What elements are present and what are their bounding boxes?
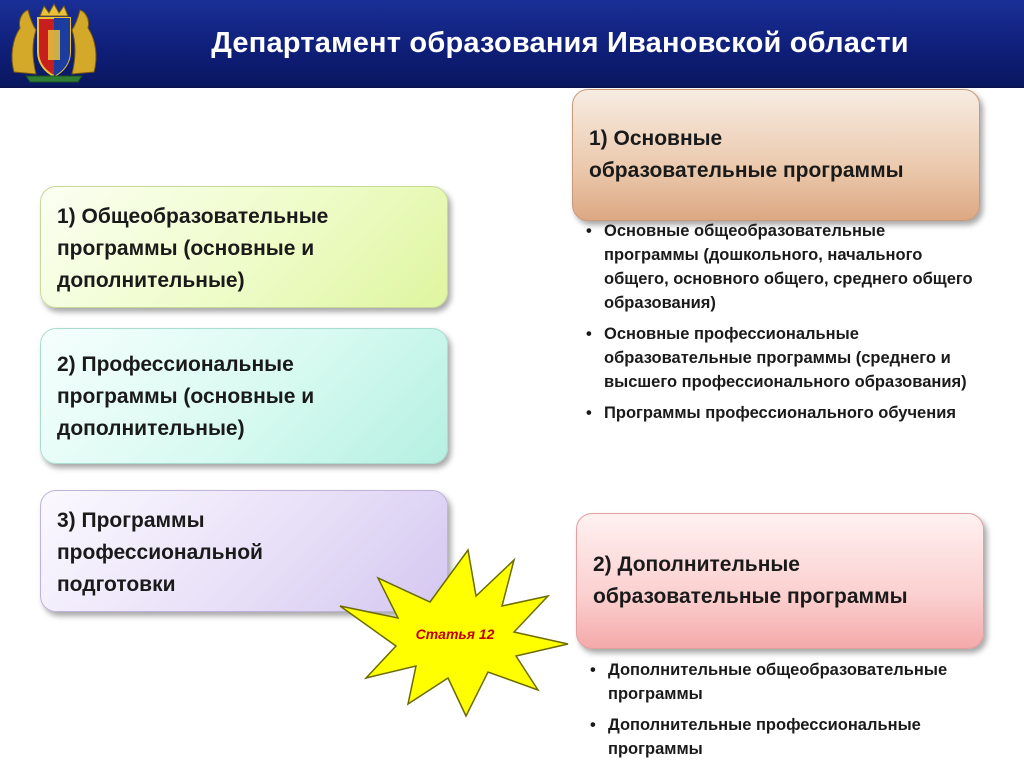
box-line: профессиональной [57, 541, 263, 564]
box-line: программы (основные и [57, 237, 315, 260]
list-item: • Программы профессионального обучения [586, 401, 976, 425]
box-line: 1) Общеобразовательные [57, 205, 329, 228]
box-line: дополнительные) [57, 269, 245, 292]
header-bar [0, 0, 1024, 88]
basic-programs-list [586, 219, 976, 432]
list-item: • Основные профессиональные образовательные программы (среднего и высшего профессионального образования) [586, 322, 976, 394]
box-line: образовательные программы [593, 585, 908, 608]
box-line: программы (основные и [57, 385, 315, 408]
list-item: • Дополнительные общеобразовательные программы [590, 658, 980, 706]
box-line: 1) Основные [589, 127, 723, 150]
list-item: • Основные общеобразовательные программы (дошкольного, начального общего, основного общего, среднего общего образования) [586, 219, 976, 315]
box-line: дополнительные) [57, 417, 245, 440]
box-line: 3) Программы [57, 509, 205, 532]
additional-programs-list [590, 658, 980, 768]
basic-educational-programs-box [572, 89, 980, 221]
additional-educational-programs-box [576, 513, 984, 649]
box-line: 2) Дополнительные [593, 553, 800, 576]
box-line: образовательные программы [589, 159, 904, 182]
article-12-label: Статья 12 [415, 626, 495, 642]
list-item: • Дополнительные профессиональные программы [590, 713, 980, 761]
page-title: Департамент образования Ивановской области [211, 27, 909, 59]
box-line: 2) Профессиональные [57, 353, 294, 376]
general-education-programs-box [40, 186, 448, 308]
box-line: подготовки [57, 573, 176, 596]
coat-of-arms-icon [8, 2, 100, 84]
professional-programs-box [40, 328, 448, 464]
